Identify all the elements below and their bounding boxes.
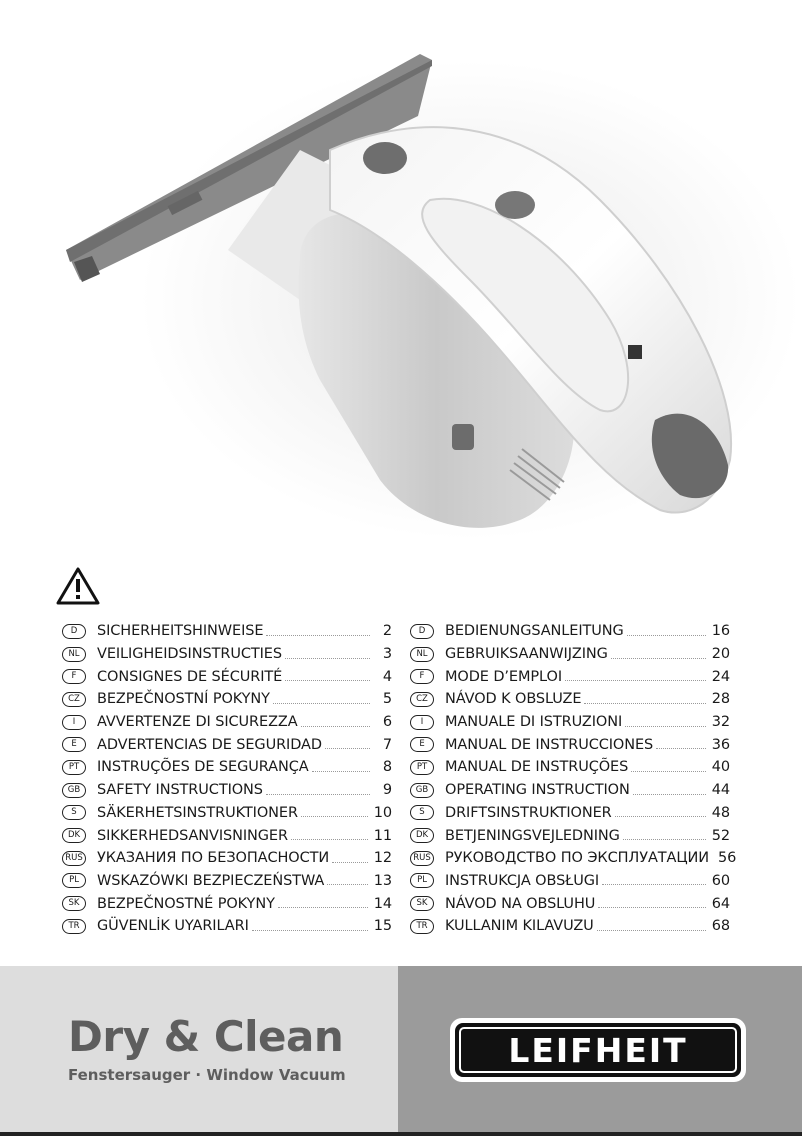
language-badge: PT (410, 760, 434, 775)
toc-title: SÄKERHETSINSTRUKTIONER (97, 804, 298, 821)
language-badge: RUS (410, 851, 434, 866)
toc-title: DRIFTSINSTRUKTIONER (445, 804, 612, 821)
language-badge: E (410, 737, 434, 752)
language-badge: I (62, 715, 86, 730)
toc-title: GEBRUIKSAANWIJZING (445, 646, 608, 663)
toc-page-number: 24 (711, 668, 730, 685)
language-badge: PL (410, 873, 434, 888)
toc-entry (62, 870, 392, 893)
toc-entry (62, 688, 392, 711)
toc-operating-column (410, 620, 737, 938)
toc-page-number: 11 (373, 827, 392, 844)
dot-leader (565, 680, 706, 681)
toc-page-number: 32 (711, 714, 730, 731)
toc-title: BETJENINGSVEJLEDNING (445, 827, 620, 844)
toc-title: WSKAZÓWKI BEZPIECZEŃSTWA (97, 872, 325, 889)
toc-page-number: 56 (718, 850, 737, 867)
toc-entry (410, 802, 730, 825)
toc-title: INSTRUÇÕES DE SEGURANÇA (97, 759, 309, 776)
toc-page-number: 64 (711, 895, 730, 912)
toc-title: MANUALE DI ISTRUZIONI (445, 714, 623, 731)
toc-page-number: 7 (382, 736, 392, 753)
dot-leader (584, 703, 705, 704)
toc-page-number: 68 (711, 918, 730, 935)
toc-entry (410, 733, 730, 756)
toc-page-number: 28 (711, 691, 730, 708)
language-badge: GB (62, 783, 86, 798)
language-badge: D (62, 624, 86, 639)
language-badge: TR (62, 919, 86, 934)
toc-entry (62, 643, 392, 666)
toc-title: MANUAL DE INSTRUÇÕES (445, 759, 629, 776)
language-badge: CZ (410, 692, 434, 707)
toc-entry (410, 620, 730, 643)
toc-title: NÁVOD K OBSLUZE (445, 691, 582, 708)
toc-title: OPERATING INSTRUCTION (445, 782, 630, 799)
toc-page-number: 6 (382, 714, 392, 731)
toc-entry (62, 847, 392, 870)
dot-leader (291, 839, 368, 840)
toc-page-number: 14 (373, 895, 392, 912)
language-badge: F (410, 669, 434, 684)
dot-leader (615, 816, 706, 817)
dot-leader (273, 703, 370, 704)
toc-page-number: 10 (373, 804, 392, 821)
toc-title: MODE D’EMPLOI (445, 668, 563, 685)
language-badge: DK (410, 828, 434, 843)
toc-page-number: 5 (382, 691, 392, 708)
toc-title: VEILIGHEIDSINSTRUCTIES (97, 646, 282, 663)
warning-triangle-icon (56, 566, 100, 606)
dot-leader (623, 839, 706, 840)
dot-leader (633, 794, 706, 795)
brand-logo (450, 1018, 746, 1082)
toc-safety-column (62, 620, 392, 938)
toc-title: SICHERHEITSHINWEISE (97, 623, 264, 640)
toc-entry (62, 802, 392, 825)
toc-title: MANUAL DE INSTRUCCIONES (445, 736, 654, 753)
toc-page-number: 12 (373, 850, 392, 867)
dot-leader (285, 658, 370, 659)
toc-entry (62, 915, 392, 938)
toc-entry (410, 892, 730, 915)
dot-leader (325, 748, 370, 749)
toc-title: РУКОВОДСТВО ПО ЭКСПЛУАТАЦИИ (445, 850, 709, 867)
toc-entry (62, 620, 392, 643)
toc-entry (410, 665, 730, 688)
toc-page-number: 20 (711, 646, 730, 663)
toc-page-number: 15 (373, 918, 392, 935)
bottom-rule (0, 1132, 802, 1136)
dot-leader (301, 726, 370, 727)
toc-title: SAFETY INSTRUCTIONS (97, 782, 263, 799)
language-badge: GB (410, 783, 434, 798)
dot-leader (611, 658, 706, 659)
product-subtitle: Fenstersauger · Window Vacuum (68, 1066, 346, 1084)
language-badge: NL (62, 647, 86, 662)
toc-page-number: 44 (711, 782, 730, 799)
language-badge: S (410, 805, 434, 820)
toc-title: BEDIENUNGSANLEITUNG (445, 623, 624, 640)
toc-title: BEZPEČNOSTNÉ POKYNY (97, 895, 275, 912)
language-badge: F (62, 669, 86, 684)
toc-page-number: 2 (382, 623, 392, 640)
toc-entry (410, 643, 730, 666)
toc-title: УКАЗАНИЯ ПО БЕЗОПАСНОСТИ (97, 850, 330, 867)
dot-leader (266, 794, 370, 795)
toc-entry (62, 779, 392, 802)
toc-title: BEZPEČNOSTNÍ POKYNY (97, 691, 270, 708)
dot-leader (312, 771, 370, 772)
dot-leader (627, 635, 706, 636)
toc-title: ADVERTENCIAS DE SEGURIDAD (97, 736, 322, 753)
toc-page-number: 52 (711, 827, 730, 844)
dot-leader (278, 907, 368, 908)
dot-leader (631, 771, 706, 772)
brand-logo-text: LEIFHEIT (459, 1027, 737, 1073)
toc-entry (410, 779, 730, 802)
dot-leader (266, 635, 370, 636)
dot-leader (252, 930, 368, 931)
toc-title: AVVERTENZE DI SICUREZZA (97, 714, 298, 731)
toc-page-number: 13 (373, 872, 392, 889)
toc-title: INSTRUKCJA OBSŁUGI (445, 872, 600, 889)
toc-entry (410, 688, 730, 711)
dot-leader (332, 862, 368, 863)
toc-title: GÜVENLİK UYARILARI (97, 918, 249, 935)
toc-page-number: 9 (382, 782, 392, 799)
dot-leader (598, 907, 705, 908)
product-title: Dry & Clean (68, 1012, 344, 1061)
language-badge: CZ (62, 692, 86, 707)
language-badge: SK (410, 896, 434, 911)
language-badge: E (62, 737, 86, 752)
toc-entry (410, 711, 730, 734)
toc-page-number: 36 (711, 736, 730, 753)
toc-page-number: 8 (382, 759, 392, 776)
dot-leader (602, 884, 706, 885)
language-badge: PL (62, 873, 86, 888)
toc-page-number: 3 (382, 646, 392, 663)
dot-leader (327, 884, 368, 885)
toc-page-number: 48 (711, 804, 730, 821)
toc-entry (62, 824, 392, 847)
toc-entry (62, 756, 392, 779)
dot-leader (597, 930, 706, 931)
toc-entry (62, 733, 392, 756)
product-illustration (0, 0, 802, 560)
toc-title: SIKKERHEDSANVISNINGER (97, 827, 288, 844)
toc-title: KULLANIM KILAVUZU (445, 918, 594, 935)
language-badge: TR (410, 919, 434, 934)
toc-entry (410, 756, 730, 779)
toc-title: NÁVOD NA OBSLUHU (445, 895, 596, 912)
toc-entry (410, 847, 737, 870)
language-badge: SK (62, 896, 86, 911)
toc-entry (62, 892, 392, 915)
dot-leader (285, 680, 370, 681)
toc-entry (62, 665, 392, 688)
toc-page-number: 4 (382, 668, 392, 685)
toc-entry (410, 915, 730, 938)
language-badge: D (410, 624, 434, 639)
dot-leader (625, 726, 706, 727)
toc-title: CONSIGNES DE SÉCURITÉ (97, 668, 283, 685)
language-badge: I (410, 715, 434, 730)
toc-entry (62, 711, 392, 734)
toc-page-number: 40 (711, 759, 730, 776)
toc-page-number: 60 (711, 872, 730, 889)
language-badge: S (62, 805, 86, 820)
dot-leader (301, 816, 368, 817)
language-badge: NL (410, 647, 434, 662)
language-badge: DK (62, 828, 86, 843)
toc-entry (410, 824, 730, 847)
language-badge: PT (62, 760, 86, 775)
toc-entry (410, 870, 730, 893)
dot-leader (656, 748, 706, 749)
toc-page-number: 16 (711, 623, 730, 640)
language-badge: RUS (62, 851, 86, 866)
